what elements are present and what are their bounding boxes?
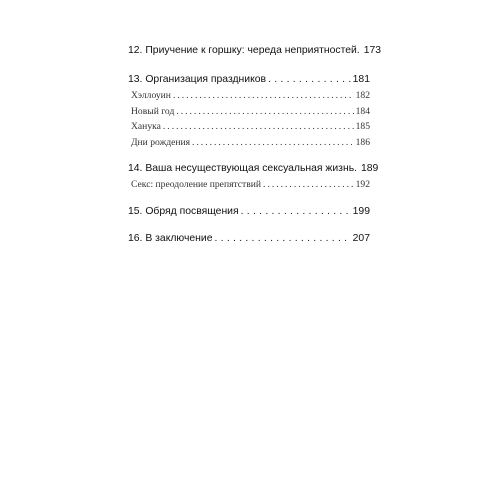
section-page: 185	[355, 121, 370, 132]
section-title: Хэллоуин	[131, 90, 171, 101]
chapter-page: 181	[352, 74, 370, 85]
chapter-title: 15. Обряд посвящения	[128, 205, 239, 217]
section-title: Новый год	[131, 105, 175, 117]
toc-chapter-12	[128, 43, 382, 59]
toc-chapter-13	[128, 72, 370, 88]
section-page: 186	[355, 136, 370, 148]
dot-leader	[241, 204, 351, 220]
chapter-page: 189	[361, 163, 379, 174]
section-title: Ханука	[131, 121, 161, 132]
section-page: 182	[355, 90, 370, 101]
section-page: 184	[355, 105, 370, 117]
toc-chapter-16	[128, 231, 370, 247]
chapter-page: 173	[363, 45, 382, 56]
section-title: Дни рождения	[131, 136, 191, 148]
dot-leader	[192, 135, 354, 151]
dot-leader	[176, 104, 353, 120]
section-page: 192	[355, 179, 370, 190]
toc-section	[128, 88, 370, 104]
section-title: Секс: преодоление препятствий	[131, 179, 262, 190]
toc-chapter-14	[128, 161, 379, 177]
chapter-page: 207	[352, 232, 370, 244]
toc-chapter-15	[128, 204, 370, 220]
chapter-page: 199	[352, 205, 370, 217]
dot-leader	[173, 88, 354, 104]
chapter-title: 14. Ваша несуществующая сексуальная жизнь.	[128, 163, 357, 174]
dot-leader	[163, 119, 354, 135]
dot-leader	[215, 231, 351, 247]
toc-section	[128, 177, 370, 193]
dot-leader	[263, 177, 354, 193]
toc-section	[128, 119, 370, 135]
dot-leader	[268, 72, 351, 88]
chapter-title: 13. Организация праздников	[128, 74, 267, 85]
toc-section	[128, 135, 370, 151]
toc-section	[128, 104, 370, 120]
chapter-title: 16. В заключение	[128, 232, 213, 244]
chapter-title: 12. Приучение к горшку: череда неприятностей.	[128, 45, 360, 56]
table-of-contents	[128, 43, 382, 247]
